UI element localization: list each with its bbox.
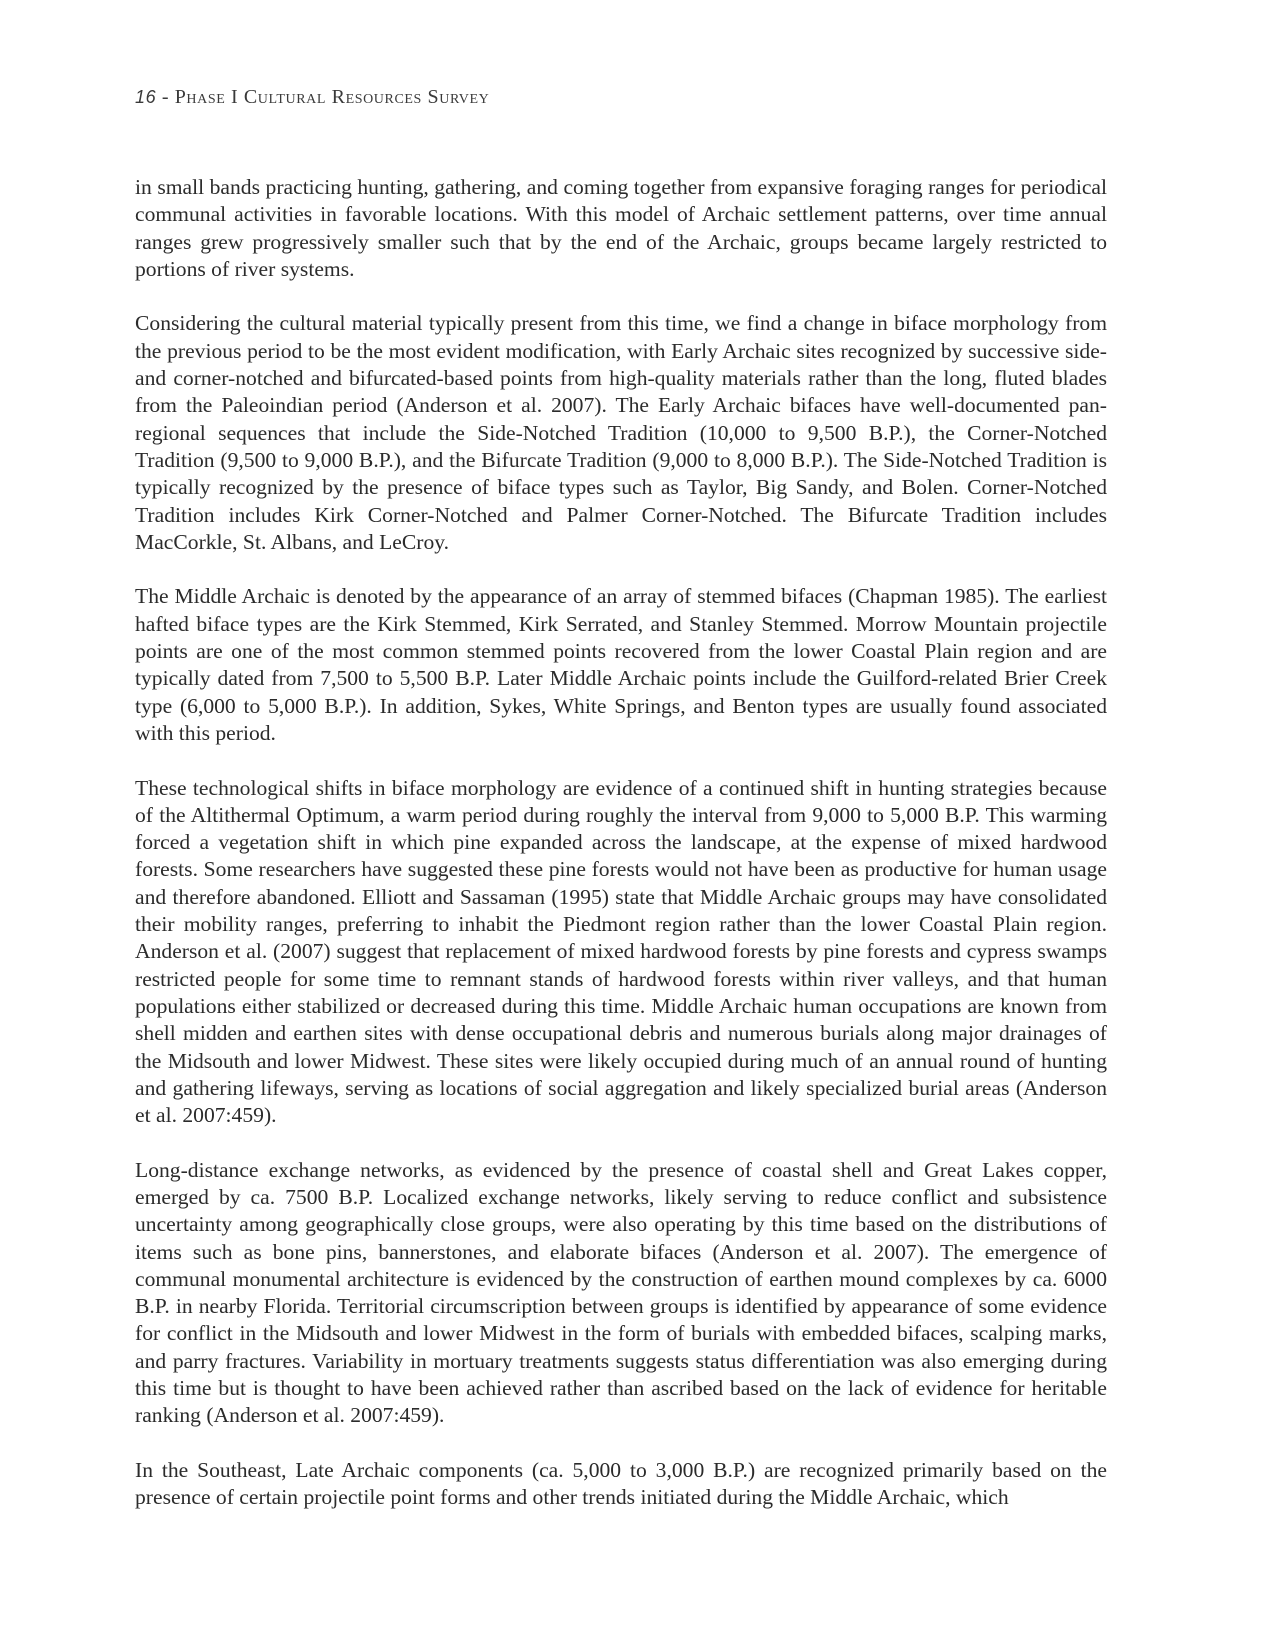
paragraph: In the Southeast, Late Archaic components (ca. 5,000 to 3,000 B.P.) are recognized primarily based on the presence of certain projectile point forms and other trends initiated during the Middle Archaic, which xyxy=(135,1457,1107,1510)
page-number: 16 xyxy=(135,87,157,107)
header-separator: - xyxy=(156,86,175,108)
paragraph: in small bands practicing hunting, gathering, and coming together from expansive foraging ranges for periodical communal activities in favorable locations. With this model of Archaic settlement patterns, over time annual ranges grew progressively smaller such that by the end of the Archaic, groups became largely restricted to portions of river systems. xyxy=(135,175,1107,281)
paragraph: Long-distance exchange networks, as evidenced by the presence of coastal shell and Great Lakes copper, emerged by ca. 7500 B.P. Localized exchange networks, likely serving to reduce conflict and subsistence uncertainty among geographically close groups, were also operating by this time based on the distributions of items such as bone pins, bannerstones, and elaborate bifaces (Anderson et al. 2007). The emergence of communal monumental architecture is evidenced by the construction of earthen mound complexes by ca. 6000 B.P. in nearby Florida. Territorial circumscription between groups is identified by appearance of some evidence for conflict in the Midsouth and lower Midwest in the form of burials with embedded bifaces, scalping marks, and parry fractures. Variability in mortuary treatments suggests status differentiation was also emerging during this time but is thought to have been achieved rather than ascribed based on the lack of evidence for heritable ranking (Anderson et al. 2007:459). xyxy=(135,1157,1107,1428)
running-header-title: Phase I Cultural Resources Survey xyxy=(174,86,490,108)
paragraph: Considering the cultural material typically present from this time, we find a change in biface morphology from the previous period to be the most evident modification, with Early Archaic sites recognized by successive side- and corner-notched and bifurcated-based points from high-quality materials rather than the long, fluted blades from the Paleoindian period (Anderson et al. 2007). The Early Archaic bifaces have well-documented pan-regional sequences that include the Side-Notched Tradition (10,000 to 9,500 B.P.), the Corner-Notched Tradition (9,500 to 9,000 B.P.), and the Bifurcate Tradition (9,000 to 8,000 B.P.). The Side-Notched Tradition is typically recognized by the presence of biface types such as Taylor, Big Sandy, and Bolen. Corner-Notched Tradition includes Kirk Corner-Notched and Palmer Corner-Notched. The Bifurcate Tradition includes MacCorkle, St. Albans, and LeCroy. xyxy=(135,311,1107,554)
body-text xyxy=(135,174,1107,1539)
running-header xyxy=(135,86,489,109)
paragraph: These technological shifts in biface morphology are evidence of a continued shift in hunting strategies because of the Altithermal Optimum, a warm period during roughly the interval from 9,000 to 5,000 B.P. This warming forced a vegetation shift in which pine expanded across the landscape, at the expense of mixed hardwood forests. Some researchers have suggested these pine forests would not have been as productive for human usage and therefore abandoned. Elliott and Sassaman (1995) state that Middle Archaic groups may have consolidated their mobility ranges, preferring to inhabit the Piedmont region rather than the lower Coastal Plain region. Anderson et al. (2007) suggest that replacement of mixed hardwood forests by pine forests and cypress swamps restricted people for some time to remnant stands of hardwood forests within river valleys, and that human populations either stabilized or decreased during this time. Middle Archaic human occupations are known from shell midden and earthen sites with dense occupational debris and numerous burials along major drainages of the Midsouth and lower Midwest. These sites were likely occupied during much of an annual round of hunting and gathering lifeways, serving as locations of social aggregation and likely specialized burial areas (Anderson et al. 2007:459). xyxy=(135,775,1107,1128)
paragraph: The Middle Archaic is denoted by the appearance of an array of stemmed bifaces (Chapman 1985). The earliest hafted biface types are the Kirk Stemmed, Kirk Serrated, and Stanley Stemmed. Morrow Mountain projectile points are one of the most common stemmed points recovered from the lower Coastal Plain region and are typically dated from 7,500 to 5,500 B.P. Later Middle Archaic points include the Guilford-related Brier Creek type (6,000 to 5,000 B.P.). In addition, Sykes, White Springs, and Benton types are usually found associated with this period. xyxy=(135,584,1107,745)
